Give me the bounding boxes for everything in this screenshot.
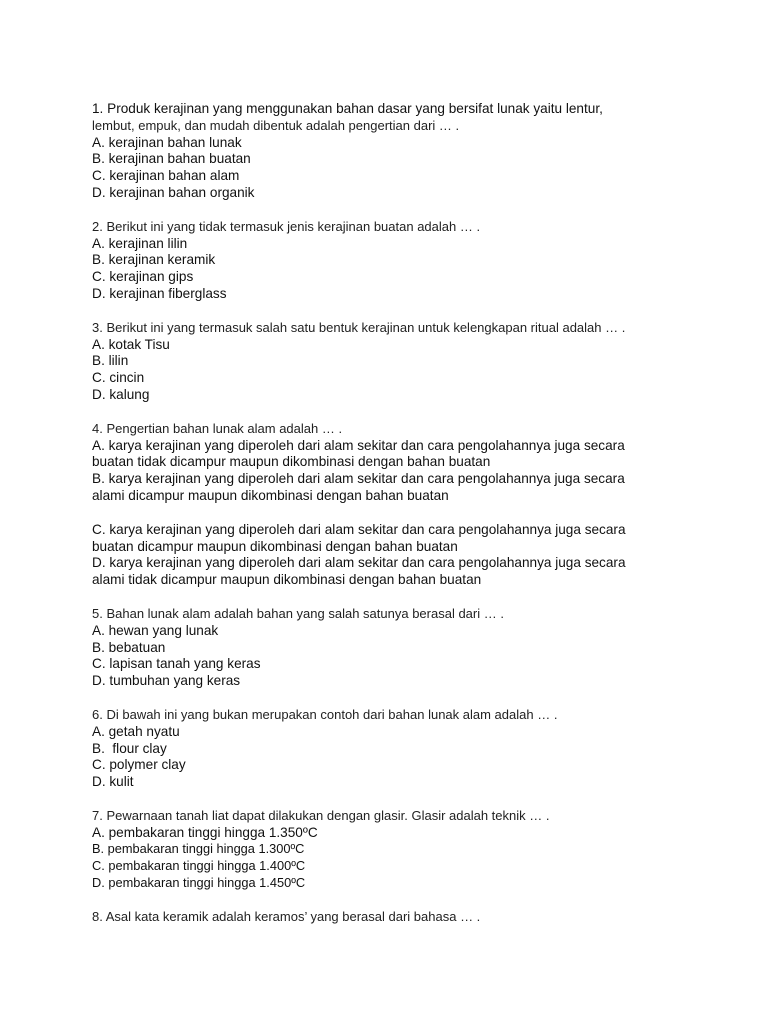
question-2-text	[92, 219, 732, 236]
option-c: C. kerajinan gips	[92, 269, 194, 285]
option-b: B. kerajinan bahan buatan	[92, 151, 251, 167]
question-number: 6.	[92, 706, 103, 722]
option-b	[92, 471, 732, 505]
question-number: 2.	[92, 218, 103, 234]
quiz-document	[92, 101, 732, 943]
option-b: B. flour clay	[92, 740, 167, 756]
option-d-line-1: D. karya kerajinan yang diperoleh dari alam sekitar dan cara pengolahannya juga secara	[92, 555, 626, 571]
option-b: B. bebatuan	[92, 639, 166, 655]
question-1	[92, 101, 732, 202]
option-a-line-2: buatan tidak dicampur maupun dikombinasi dengan bahan buatan	[92, 454, 491, 470]
option-a	[92, 438, 732, 472]
question-text: Di bawah ini yang bukan merupakan contoh dari bahan lunak alam adalah … .	[106, 706, 558, 722]
option-b: B. lilin	[92, 353, 129, 369]
question-number: 8.	[92, 908, 103, 924]
option-d-line-2: alami tidak dicampur maupun dikombinasi dengan bahan buatan	[92, 572, 482, 588]
option-a: A. kotak Tisu	[92, 336, 170, 352]
question-text: Pewarnaan tanah liat dapat dilakukan dengan glasir. Glasir adalah teknik … .	[106, 807, 550, 823]
question-5	[92, 606, 732, 690]
question-3	[92, 320, 732, 404]
option-a: A. hewan yang lunak	[92, 622, 219, 638]
question-2	[92, 219, 732, 303]
option-a: A. kerajinan bahan lunak	[92, 134, 242, 150]
question-6	[92, 707, 732, 791]
option-c: C. pembakaran tinggi hingga 1.400ºC	[92, 858, 306, 874]
option-b-line-2: alami dicampur maupun dikombinasi dengan bahan buatan	[92, 487, 449, 503]
question-text: Pengertian bahan lunak alam adalah … .	[106, 420, 343, 436]
question-text: Bahan lunak alam adalah bahan yang salah satunya berasal dari … .	[106, 605, 504, 621]
question-3-text	[92, 320, 732, 337]
question-text: Produk kerajinan yang menggunakan bahan dasar yang bersifat lunak yaitu lentur,	[107, 101, 603, 116]
question-6-text	[92, 707, 732, 724]
option-c: C. polymer clay	[92, 757, 186, 773]
option-d: D. kulit	[92, 774, 134, 790]
option-c: C. cincin	[92, 370, 145, 386]
question-4-text	[92, 421, 732, 438]
option-d	[92, 555, 732, 589]
option-c: C. kerajinan bahan alam	[92, 168, 240, 184]
question-number: 3.	[92, 319, 103, 335]
option-b-line-1: B. karya kerajinan yang diperoleh dari alam sekitar dan cara pengolahannya juga secara	[92, 471, 625, 487]
question-1-text-line-1	[92, 101, 732, 118]
option-d: D. kerajinan fiberglass	[92, 285, 227, 301]
option-b: B. pembakaran tinggi hingga 1.300ºC	[92, 841, 305, 857]
option-c: C. lapisan tanah yang keras	[92, 656, 261, 672]
option-c	[92, 522, 732, 556]
option-c-line-2: buatan dicampur maupun dikombinasi dengan bahan buatan	[92, 538, 458, 554]
option-d: D. tumbuhan yang keras	[92, 673, 241, 689]
question-number: 4.	[92, 420, 103, 436]
question-8	[92, 909, 732, 926]
question-1-text-line-2: lembut, empuk, dan mudah dibentuk adalah pengertian dari … .	[92, 117, 460, 133]
option-a: A. getah nyatu	[92, 723, 180, 739]
question-4	[92, 421, 732, 589]
question-7-text	[92, 808, 732, 825]
option-a-line-1: A. karya kerajinan yang diperoleh dari alam sekitar dan cara pengolahannya juga secara	[92, 437, 625, 453]
option-d: D. pembakaran tinggi hingga 1.450ºC	[92, 875, 306, 891]
question-number: 1.	[92, 101, 104, 116]
question-text: Berikut ini yang termasuk salah satu bentuk kerajinan untuk kelengkapan ritual adalah … .	[106, 319, 626, 335]
option-b: B. kerajinan keramik	[92, 252, 216, 268]
option-c-line-1: C. karya kerajinan yang diperoleh dari alam sekitar dan cara pengolahannya juga secara	[92, 521, 626, 537]
question-number: 7.	[92, 807, 103, 823]
question-text: Berikut ini yang tidak termasuk jenis kerajinan buatan adalah … .	[106, 218, 481, 234]
question-text: Asal kata keramik adalah keramos’ yang berasal dari bahasa … .	[105, 908, 481, 924]
option-d: D. kalung	[92, 386, 150, 402]
question-number: 5.	[92, 605, 103, 621]
option-d: D. kerajinan bahan organik	[92, 184, 255, 200]
question-8-text	[92, 909, 732, 926]
option-a: A. pembakaran tinggi hingga 1.350ºC	[92, 824, 318, 840]
question-5-text	[92, 606, 732, 623]
option-a: A. kerajinan lilin	[92, 235, 188, 251]
question-7	[92, 808, 732, 892]
